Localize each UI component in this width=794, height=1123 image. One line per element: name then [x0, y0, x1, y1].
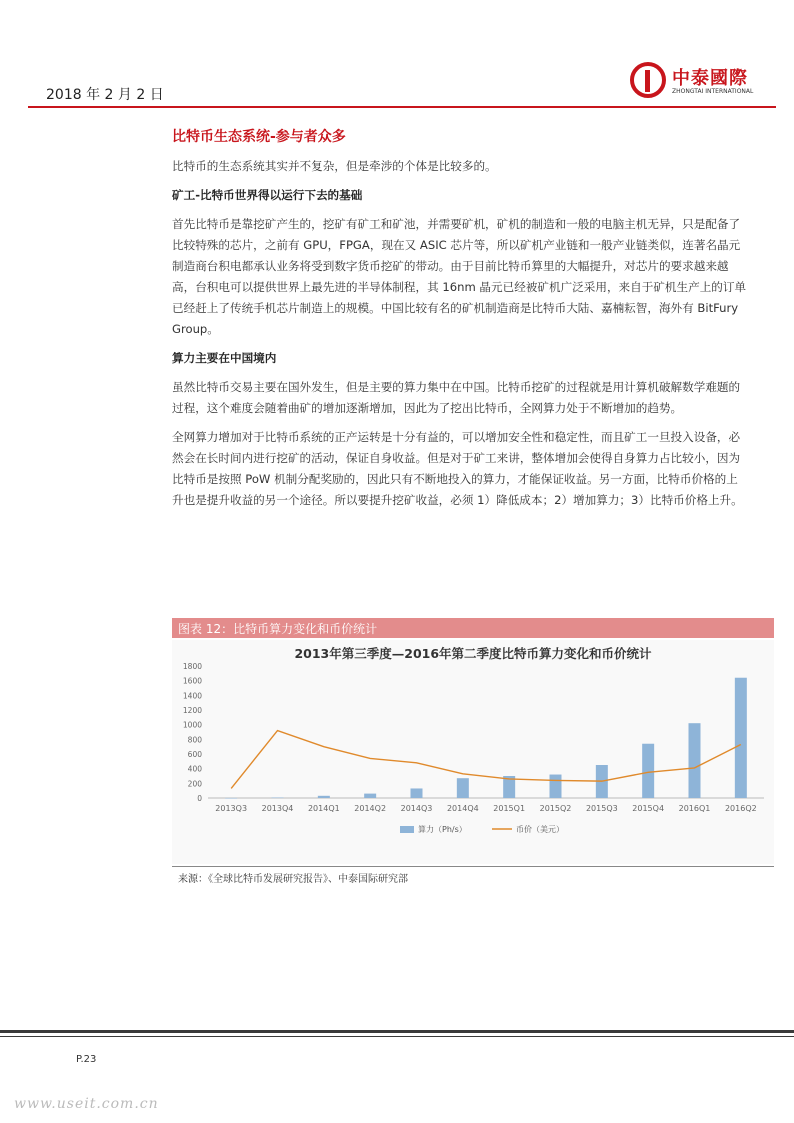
chart-title: 2013年第三季度—2016年第二季度比特币算力变化和币价统计: [294, 646, 652, 661]
x-tick-label: 2014Q3: [400, 804, 433, 813]
legend-swatch-hashrate: [400, 826, 414, 833]
figure-caption: 图表 12：比特币算力变化和币价统计: [178, 622, 378, 636]
paragraph-hashrate: 虽然比特币交易主要在国外发生，但是主要的算力集中在中国。比特币挖矿的过程就是用计算机破解数学难题的过程，这个难度会随着曲矿的增加逐渐增加，因此为了挖出比特币，全网算力处于不断增加的趋势。: [172, 380, 741, 415]
x-tick-label: 2015Q4: [632, 804, 665, 813]
main-content: [172, 126, 748, 519]
x-tick-label: 2014Q4: [446, 804, 479, 813]
bar-hashrate: [642, 744, 654, 798]
x-tick-label: 2014Q1: [307, 804, 340, 813]
bar-hashrate: [225, 798, 237, 799]
logo-english-name: ZHONGTAI INTERNATIONAL: [672, 88, 754, 95]
bar-hashrate: [550, 775, 562, 798]
bar-hashrate: [318, 796, 330, 798]
paragraph-network: 全网算力增加对于比特币系统的正产运转是十分有益的，可以增加安全性和稳定性，而且矿工一旦投入设备，必然会在长时间内进行挖矿的活动，保证自身收益。但是对于矿工来讲，整体增加会使得自身算力占比较小，因为比特币是按照 PoW 机制分配奖励的，因此只有不断地投入的算力，才能保证收益。另一方面，比特币价格的上升也是提升收益的另一个途径。所以要提升挖矿收益，必须 1）降低成本；2）增加算力；3）比特币价格上升。: [172, 430, 743, 507]
subheading-hashrate: 算力主要在中国境内: [172, 351, 277, 365]
x-tick-label: 2015Q1: [493, 804, 526, 813]
y-tick-label: 0: [197, 794, 202, 803]
y-tick-label: 1800: [182, 662, 202, 671]
bar-hashrate: [735, 678, 747, 798]
x-tick-label: 2016Q1: [678, 804, 711, 813]
x-tick-label: 2014Q2: [354, 804, 387, 813]
chart-background: [172, 640, 774, 864]
chart-canvas: [172, 640, 774, 864]
intro-paragraph: 比特币的生态系统其实并不复杂，但是牵涉的个体是比较多的。: [172, 159, 497, 173]
x-tick-label: 2015Q2: [539, 804, 572, 813]
y-tick-label: 1000: [182, 720, 202, 730]
paragraph-miners: 首先比特币是靠挖矿产生的，挖矿有矿工和矿池，并需要矿机，矿机的制造和一般的电脑主机无异，只是配备了比较特殊的芯片，之前有 GPU，FPGA，现在又 ASIC 芯片等，所以矿机产业链和一般产业链类似，连著名晶元制造商台积电都承认业务将受到数字货币挖矿的带动。由于目前比特币算里的大幅提升，对芯片的要求越来越高，台积电可以提供世界上最先进的半导体制程，其 16nm 晶元已经被矿机广泛采用，来自于矿机生产上的订单已经赶上了传统手机芯片制造上的规模。中国比较有名的矿机制造商是比特币大陆、嘉楠耘智，海外有 BitFury Group。: [172, 217, 747, 336]
header-divider: [28, 106, 776, 108]
footer-divider-thin: [0, 1036, 794, 1037]
legend-label-hashrate: 算力（Ph/s）: [418, 825, 467, 834]
bar-hashrate: [689, 723, 701, 798]
hashrate-price-chart: [172, 640, 774, 864]
figure-caption-bar: [172, 618, 774, 638]
bar-hashrate: [272, 798, 284, 799]
y-tick-label: 200: [187, 779, 202, 789]
page-number: P.23: [76, 1054, 97, 1065]
section-title: 比特币生态系统-参与者众多: [172, 129, 346, 145]
y-tick-label: 400: [187, 764, 202, 774]
figure-source: 来源：《全球比特币发展研究报告》、中泰国际研究部: [178, 874, 408, 885]
x-tick-label: 2013Q3: [215, 804, 248, 813]
x-tick-label: 2015Q3: [585, 804, 618, 813]
legend-label-price: 币价（美元）: [516, 825, 564, 834]
bar-hashrate: [457, 778, 469, 798]
subheading-miners: 矿工-比特币世界得以运行下去的基础: [172, 188, 363, 202]
footer-divider-thick: [0, 1030, 794, 1033]
company-logo: [630, 62, 760, 102]
x-tick-label: 2013Q4: [261, 804, 294, 813]
y-tick-label: 1600: [182, 676, 202, 686]
y-tick-label: 600: [187, 750, 202, 759]
x-tick-label: 2016Q2: [724, 804, 757, 813]
y-tick-label: 1200: [182, 706, 202, 715]
y-tick-label: 1400: [182, 691, 202, 701]
bar-hashrate: [364, 794, 376, 798]
logo-emblem-icon: [630, 62, 666, 98]
bar-hashrate: [411, 788, 423, 798]
report-date: 2018 年 2 月 2 日: [46, 87, 164, 103]
logo-chinese-name: 中泰國際: [672, 68, 748, 89]
figure-divider: [172, 866, 774, 867]
watermark: www.useit.com.cn: [14, 1096, 159, 1112]
y-tick-label: 800: [187, 735, 202, 745]
